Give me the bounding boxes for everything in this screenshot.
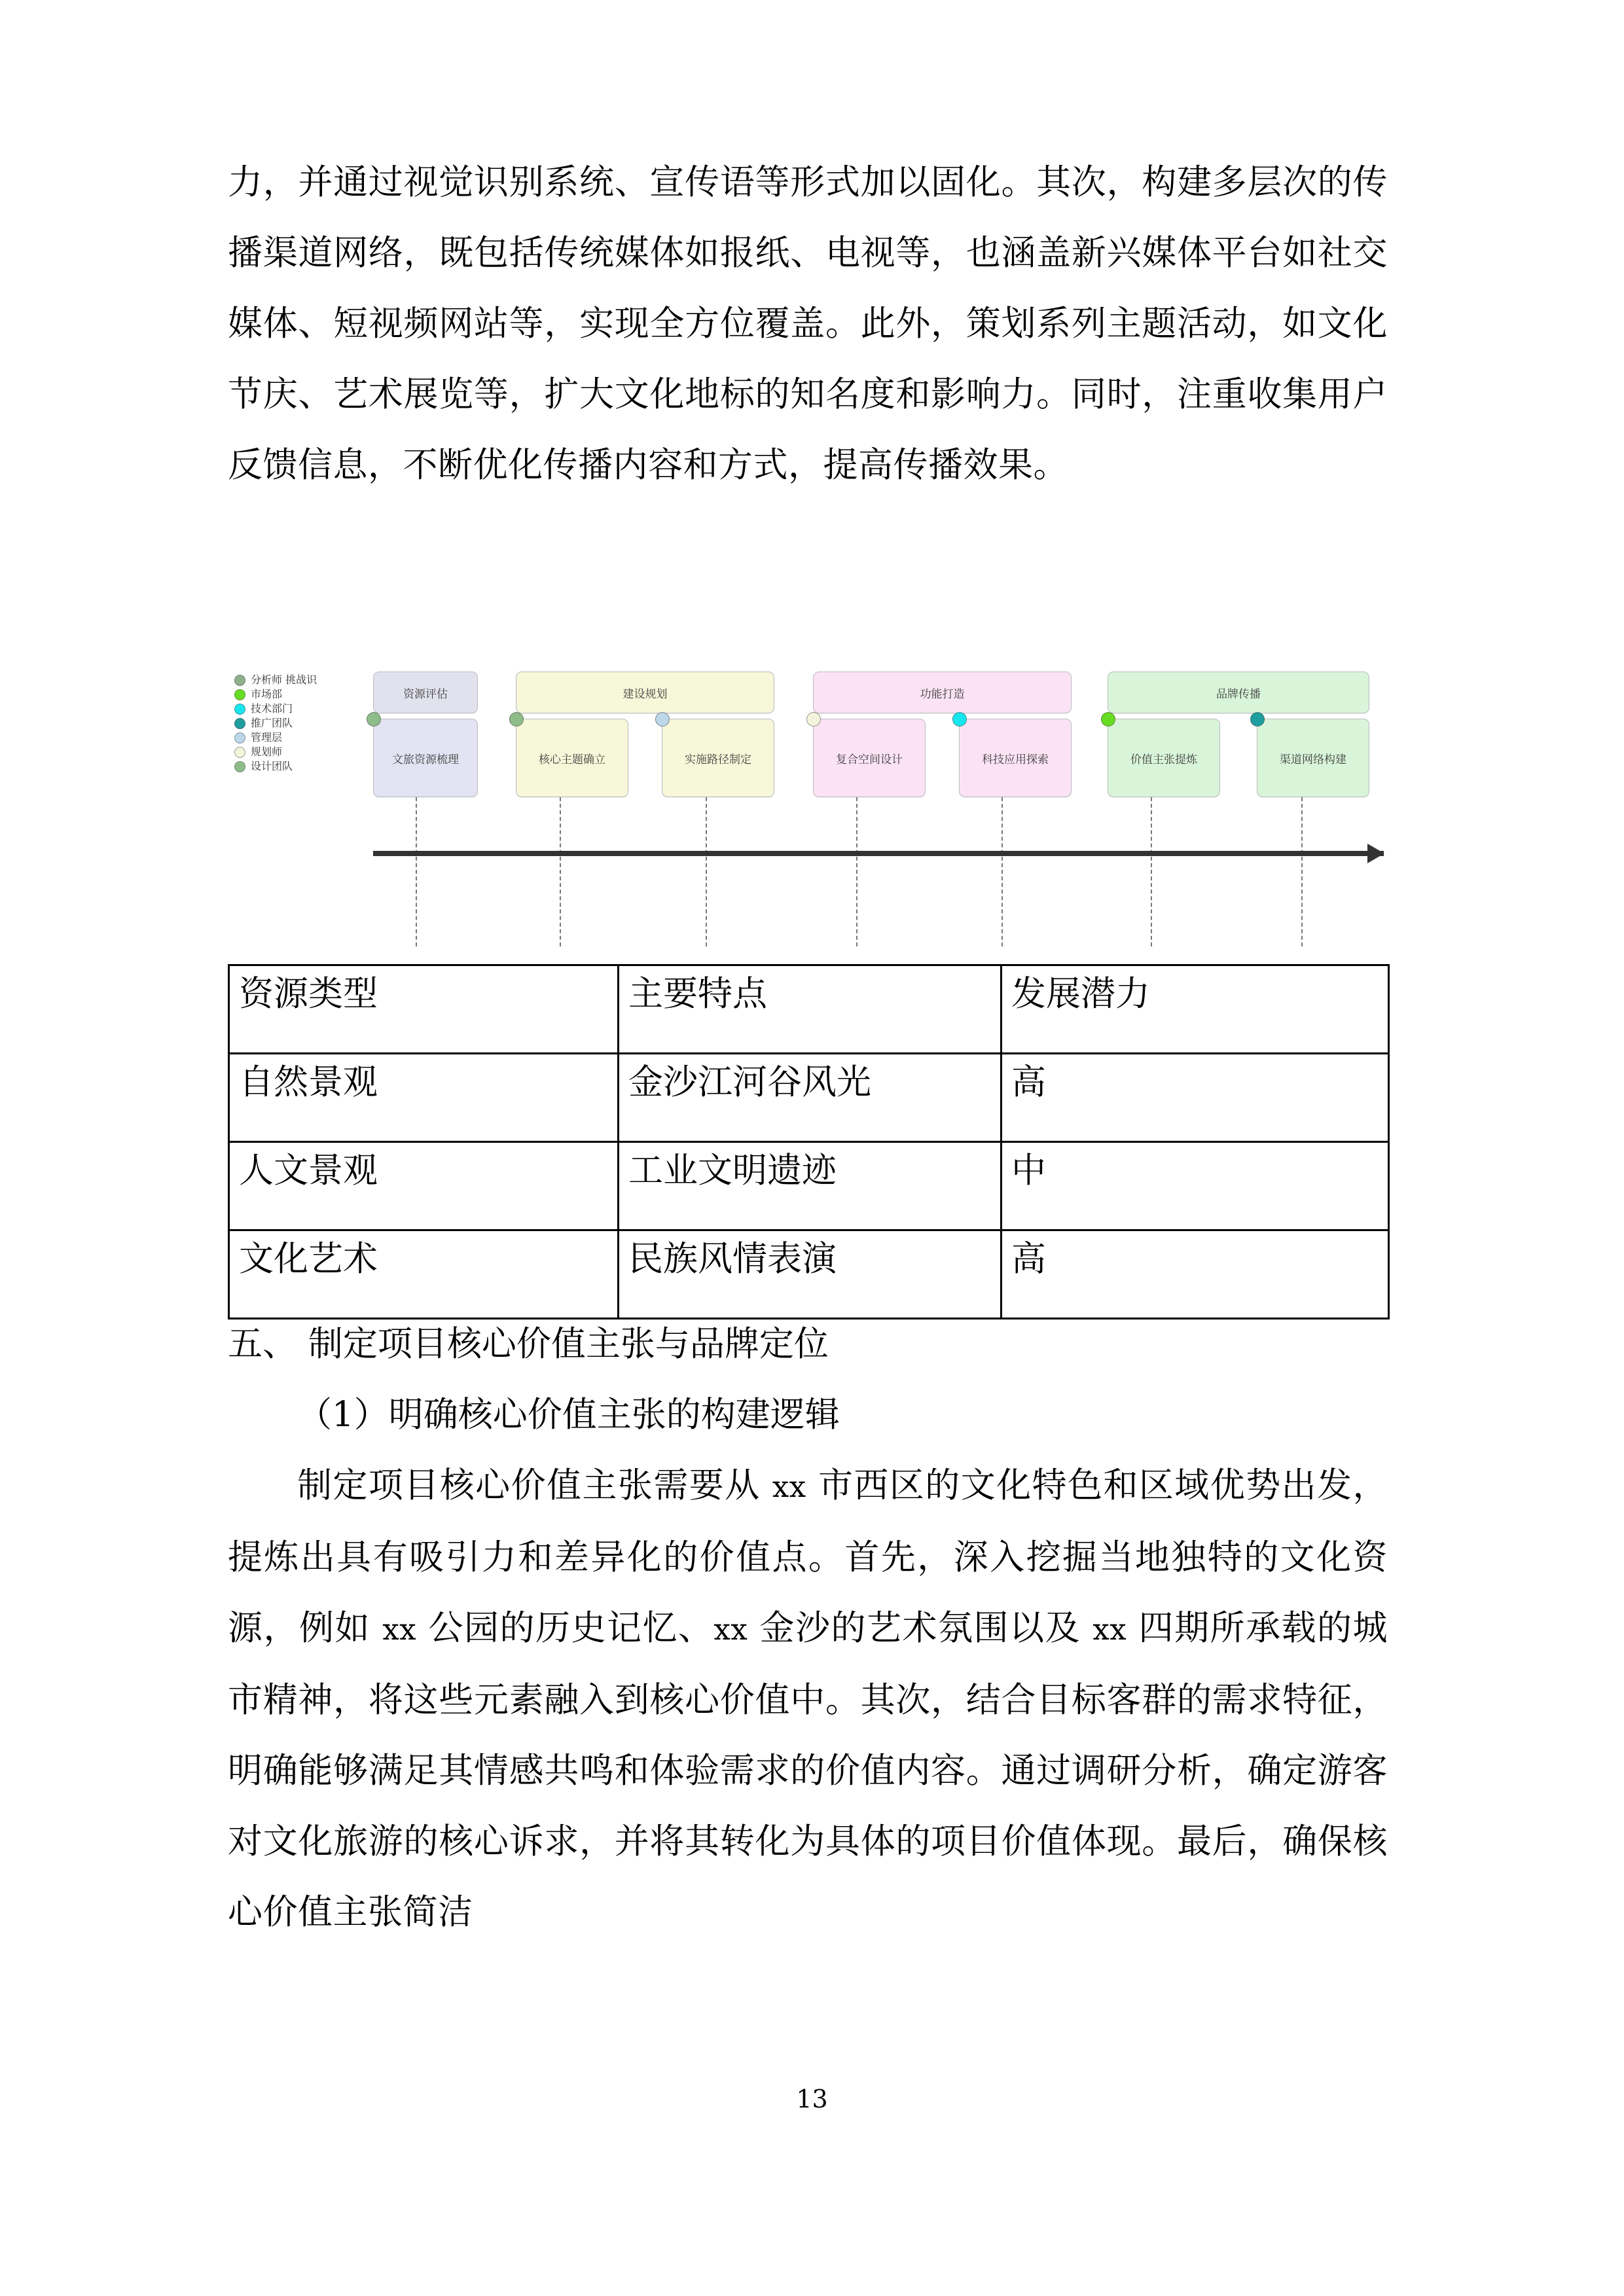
project-timeline-diagram	[228, 661, 1388, 936]
timeline-axis	[373, 851, 1384, 856]
legend-item	[234, 673, 372, 687]
timeline-guide-line	[1001, 797, 1003, 946]
task-owner-dot	[1250, 712, 1265, 726]
phase-header: 资源评估	[373, 672, 478, 713]
task-owner-dot	[1101, 712, 1115, 726]
phase-header: 品牌传播	[1108, 672, 1369, 713]
placeholder-xx-2: xx	[382, 1612, 417, 1647]
phase-task-row	[1108, 719, 1369, 797]
task-card	[373, 719, 478, 797]
timeline-lanes	[373, 672, 1388, 848]
legend-item	[234, 759, 372, 774]
table-row	[229, 1142, 1389, 1230]
legend-item-label: 分析师 挑战识	[251, 673, 317, 686]
task-owner-dot	[367, 712, 381, 726]
legend-color-dot	[234, 718, 245, 729]
table-row	[229, 1230, 1389, 1319]
legend-item-label: 管理层	[251, 731, 283, 744]
legend-item	[234, 730, 372, 745]
task-card	[516, 719, 628, 797]
placeholder-xx-4: xx	[1092, 1612, 1127, 1647]
phase-task-row	[373, 719, 478, 797]
paragraph-2-seg-3: 公园的历史记忆、	[416, 1608, 714, 1648]
table-cell: 高	[1001, 1230, 1389, 1319]
task-label: 渠道网络构建	[1280, 753, 1346, 766]
table-cell: 高	[1001, 1054, 1389, 1142]
legend-item-label: 推广团队	[251, 717, 293, 729]
legend-item-label: 设计团队	[251, 760, 293, 772]
timeline-arrow-icon	[1367, 844, 1384, 863]
section-heading-level-2: （1）明确核心价值主张的构建逻辑	[297, 1395, 840, 1435]
legend-color-dot	[234, 675, 245, 686]
legend-item	[234, 702, 372, 716]
table-cell: 人文景观	[229, 1142, 619, 1230]
paragraph-block-top	[228, 147, 1388, 501]
timeline-guide-line	[1301, 797, 1303, 946]
legend-item-label: 市场部	[251, 688, 283, 700]
task-card	[1108, 719, 1220, 797]
table-cell: 工业文明遗迹	[619, 1142, 1001, 1230]
section-heading-level-1: 五、 制定项目核心价值主张与品牌定位	[228, 1324, 829, 1364]
task-label: 价值主张提炼	[1130, 753, 1197, 766]
table-header-cell: 发展潜力	[1001, 965, 1389, 1054]
paragraph-1: 力，并通过视觉识别系统、宣传语等形式加以固化。其次，构建多层次的传播渠道网络，既包括传统媒体如报纸、电视等，也涵盖新兴媒体平台如社交媒体、短视频网站等，实现全方位覆盖。此外，策划系列主题活动，如文化节庆、艺术展览等，扩大文化地标的知名度和影响力。同时，注重收集用户反馈信息，不断优化传播内容和方式，提高传播效果。	[228, 162, 1388, 485]
legend-color-dot	[234, 761, 245, 772]
phase-task-row	[516, 719, 774, 797]
table-header-cell: 主要特点	[619, 965, 1001, 1054]
paragraph-2	[228, 1450, 1388, 1948]
task-label: 核心主题确立	[539, 753, 605, 766]
phase-resource-assessment	[373, 672, 478, 766]
legend-color-dot	[234, 747, 245, 758]
legend-item	[234, 716, 372, 730]
phase-header: 功能打造	[813, 672, 1072, 713]
paragraph-2-seg-2: 市西区的文化特色和区域优势出发，提炼出具有吸引力和差异化的价值点。首先，深入挖掘当地独特的文化资源，例如	[228, 1465, 1388, 1648]
task-label: 复合空间设计	[836, 753, 903, 766]
timeline-diagram-wrapper	[228, 661, 1388, 936]
task-label: 实施路径制定	[685, 753, 751, 766]
diagram-legend	[234, 673, 372, 774]
legend-item-label: 规划师	[251, 745, 283, 758]
section-five-block	[228, 1309, 1388, 1948]
legend-item	[234, 745, 372, 759]
table-cell: 文化艺术	[229, 1230, 619, 1319]
task-card	[662, 719, 774, 797]
task-owner-dot	[952, 712, 967, 726]
task-card	[959, 719, 1072, 797]
task-card	[813, 719, 926, 797]
table-header-row	[229, 965, 1389, 1054]
placeholder-xx-1: xx	[772, 1469, 806, 1504]
legend-item	[234, 687, 372, 702]
paragraph-2-seg-1: 制定项目核心价值主张需要从	[297, 1465, 772, 1505]
phase-task-row	[813, 719, 1072, 797]
phase-header: 建设规划	[516, 672, 774, 713]
resource-table	[228, 964, 1390, 1319]
paragraph-2-seg-5: 四期所承载的城市精神，将这些元素融入到核心价值中。其次，结合目标客群的需求特征，明确能够满足其情感共鸣和体验需求的价值内容。通过调研分析，确定游客对文化旅游的核心诉求，并将其转化为具体的项目价值体现。最后，确保核心价值主张简洁	[228, 1608, 1388, 1932]
timeline-guide-line	[856, 797, 857, 946]
legend-color-dot	[234, 704, 245, 715]
table-row	[229, 1054, 1389, 1142]
legend-color-dot	[234, 689, 245, 700]
task-owner-dot	[806, 712, 821, 726]
paragraph-2-seg-4: 金沙的艺术氛围以及	[748, 1608, 1093, 1648]
table-cell: 民族风情表演	[619, 1230, 1001, 1319]
legend-item-label: 技术部门	[251, 702, 293, 715]
timeline-guide-line	[560, 797, 561, 946]
table-cell: 中	[1001, 1142, 1389, 1230]
placeholder-xx-3: xx	[713, 1612, 748, 1647]
phase-brand-communication	[1108, 672, 1369, 766]
timeline-guide-line	[706, 797, 707, 946]
task-owner-dot	[509, 712, 524, 726]
page-number: 13	[796, 2085, 828, 2113]
table-header-cell: 资源类型	[229, 965, 619, 1054]
timeline-guide-line	[416, 797, 417, 946]
task-card	[1257, 719, 1369, 797]
task-label: 科技应用探索	[982, 753, 1049, 766]
task-label: 文旅资源梳理	[392, 753, 459, 766]
resource-table-wrapper	[228, 964, 1388, 1319]
phase-function-creation	[813, 672, 1072, 766]
phase-construction-planning	[516, 672, 774, 766]
legend-color-dot	[234, 732, 245, 744]
task-owner-dot	[655, 712, 670, 726]
table-cell: 自然景观	[229, 1054, 619, 1142]
timeline-guide-line	[1151, 797, 1152, 946]
table-cell: 金沙江河谷风光	[619, 1054, 1001, 1142]
